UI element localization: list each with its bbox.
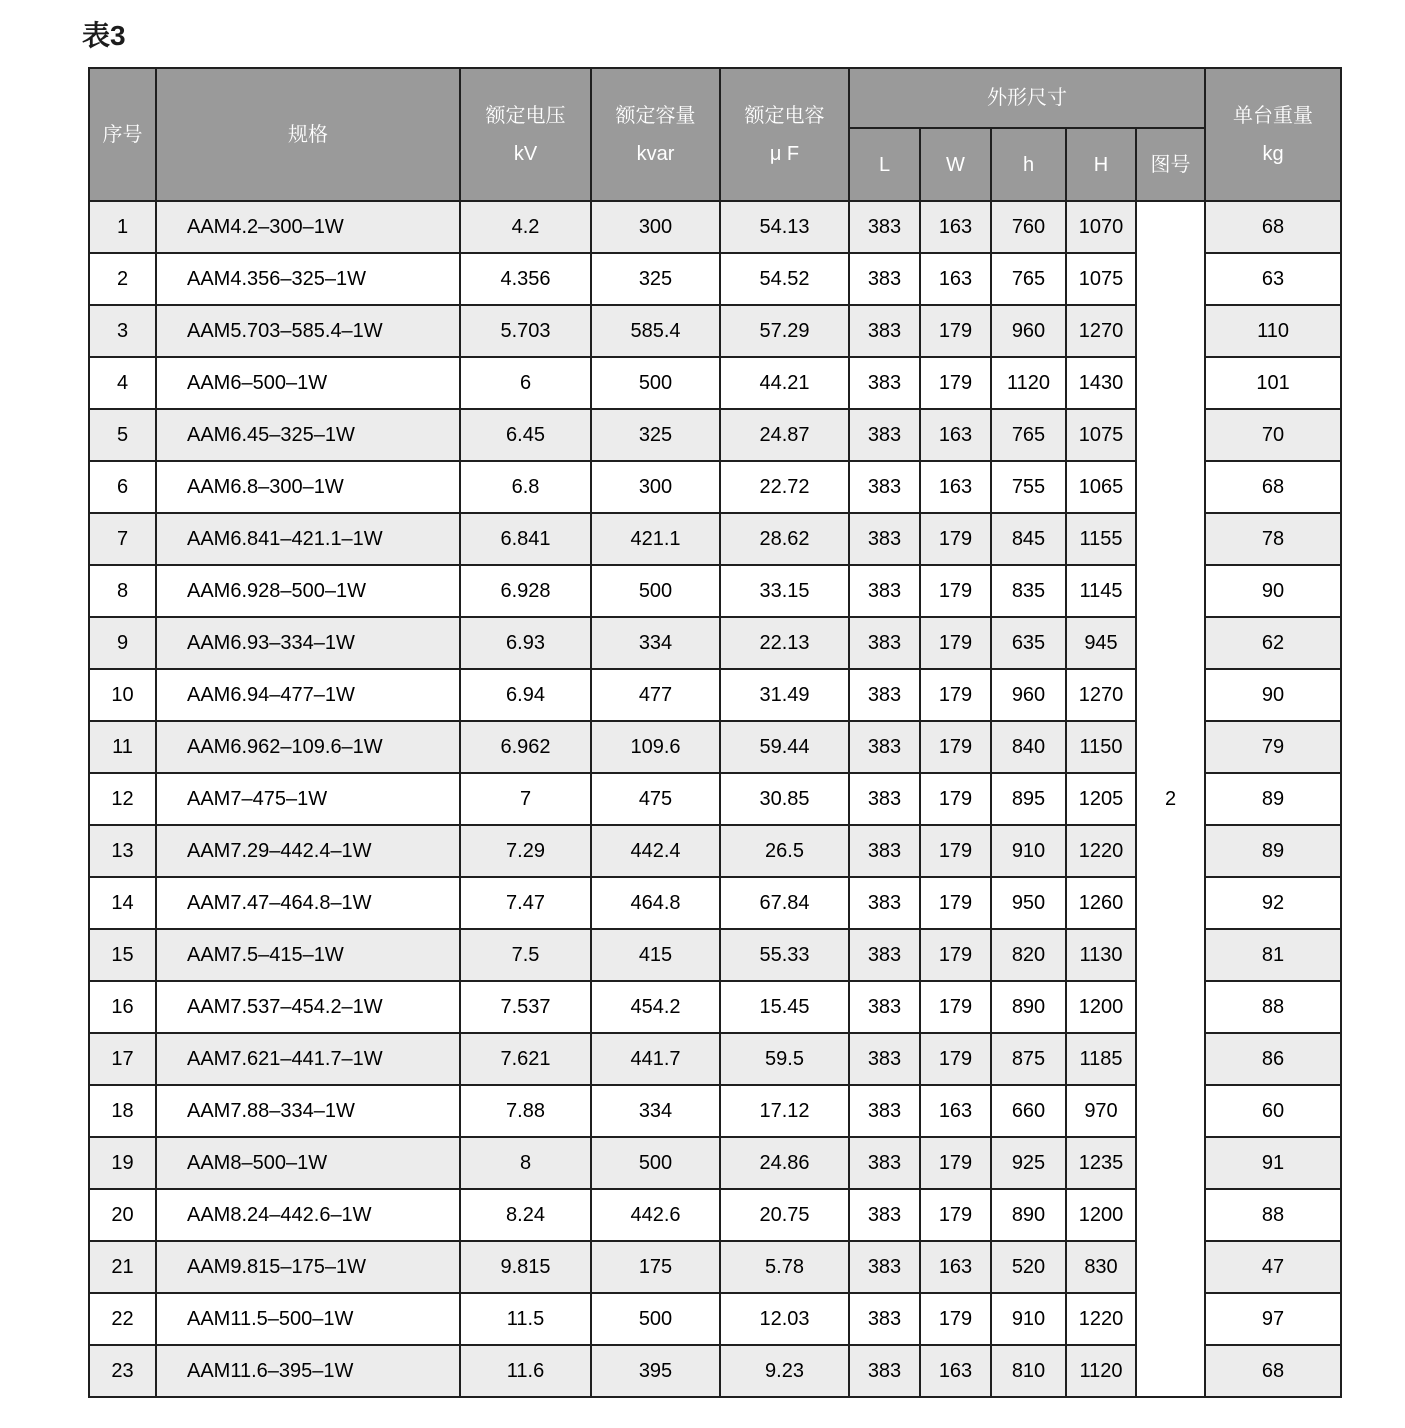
cell-weight: 101 — [1205, 357, 1341, 409]
cell-capacity: 441.7 — [591, 1033, 720, 1085]
cell-capacity: 395 — [591, 1345, 720, 1397]
cell-capacitance: 28.62 — [720, 513, 849, 565]
cell-capacity: 421.1 — [591, 513, 720, 565]
cell-H: 1145 — [1066, 565, 1136, 617]
cell-h: 840 — [991, 721, 1066, 773]
cell-capacitance: 57.29 — [720, 305, 849, 357]
cell-seq: 12 — [89, 773, 156, 825]
cell-capacitance: 9.23 — [720, 1345, 849, 1397]
cell-h: 875 — [991, 1033, 1066, 1085]
cell-spec: AAM6.94–477–1W — [156, 669, 460, 721]
cell-W: 179 — [920, 1189, 991, 1241]
cell-voltage: 8.24 — [460, 1189, 591, 1241]
cell-voltage: 6.962 — [460, 721, 591, 773]
cell-spec: AAM4.2–300–1W — [156, 201, 460, 253]
cell-H: 1260 — [1066, 877, 1136, 929]
cell-L: 383 — [849, 305, 920, 357]
cell-h: 925 — [991, 1137, 1066, 1189]
cell-seq: 17 — [89, 1033, 156, 1085]
cell-weight: 70 — [1205, 409, 1341, 461]
cell-H: 1205 — [1066, 773, 1136, 825]
spec-table — [88, 67, 1342, 1398]
cell-L: 383 — [849, 409, 920, 461]
cell-capacitance: 5.78 — [720, 1241, 849, 1293]
cell-h: 765 — [991, 409, 1066, 461]
cell-weight: 79 — [1205, 721, 1341, 773]
cell-W: 179 — [920, 1137, 991, 1189]
cell-W: 179 — [920, 617, 991, 669]
cell-voltage: 6.841 — [460, 513, 591, 565]
cell-H: 1120 — [1066, 1345, 1136, 1397]
cell-weight: 88 — [1205, 981, 1341, 1033]
cell-h: 910 — [991, 1293, 1066, 1345]
cell-H: 1235 — [1066, 1137, 1136, 1189]
cell-seq: 3 — [89, 305, 156, 357]
cell-weight: 97 — [1205, 1293, 1341, 1345]
cell-capacitance: 17.12 — [720, 1085, 849, 1137]
cell-capacitance: 15.45 — [720, 981, 849, 1033]
cell-h: 660 — [991, 1085, 1066, 1137]
cell-capacitance: 31.49 — [720, 669, 849, 721]
cell-H: 1200 — [1066, 981, 1136, 1033]
cell-H: 1270 — [1066, 305, 1136, 357]
cell-seq: 22 — [89, 1293, 156, 1345]
cell-capacity: 475 — [591, 773, 720, 825]
cell-H: 1200 — [1066, 1189, 1136, 1241]
cell-capacity: 454.2 — [591, 981, 720, 1033]
cell-W: 179 — [920, 773, 991, 825]
col-header-dim-H: H — [1066, 128, 1136, 201]
cell-h: 960 — [991, 669, 1066, 721]
cell-voltage: 7.47 — [460, 877, 591, 929]
col-header-dim-L: L — [849, 128, 920, 201]
cell-voltage: 7.621 — [460, 1033, 591, 1085]
cell-L: 383 — [849, 201, 920, 253]
cell-weight: 47 — [1205, 1241, 1341, 1293]
cell-seq: 20 — [89, 1189, 156, 1241]
cell-capacity: 477 — [591, 669, 720, 721]
cell-W: 179 — [920, 825, 991, 877]
cell-H: 970 — [1066, 1085, 1136, 1137]
cell-weight: 89 — [1205, 825, 1341, 877]
cell-spec: AAM4.356–325–1W — [156, 253, 460, 305]
cell-W: 179 — [920, 721, 991, 773]
cell-H: 1430 — [1066, 357, 1136, 409]
cell-voltage: 8 — [460, 1137, 591, 1189]
cell-weight: 88 — [1205, 1189, 1341, 1241]
cell-voltage: 5.703 — [460, 305, 591, 357]
cell-weight: 90 — [1205, 669, 1341, 721]
cell-capacity: 415 — [591, 929, 720, 981]
cell-capacity: 109.6 — [591, 721, 720, 773]
cell-h: 520 — [991, 1241, 1066, 1293]
cell-seq: 9 — [89, 617, 156, 669]
cell-W: 163 — [920, 201, 991, 253]
cell-capacitance: 22.72 — [720, 461, 849, 513]
cell-capacitance: 33.15 — [720, 565, 849, 617]
cell-seq: 5 — [89, 409, 156, 461]
cell-seq: 19 — [89, 1137, 156, 1189]
cell-L: 383 — [849, 721, 920, 773]
cell-L: 383 — [849, 981, 920, 1033]
cell-capacitance: 12.03 — [720, 1293, 849, 1345]
cell-capacity: 442.4 — [591, 825, 720, 877]
cell-capacity: 500 — [591, 357, 720, 409]
cell-h: 755 — [991, 461, 1066, 513]
cell-spec: AAM6.93–334–1W — [156, 617, 460, 669]
cell-W: 179 — [920, 929, 991, 981]
cell-H: 1065 — [1066, 461, 1136, 513]
cell-spec: AAM7.5–415–1W — [156, 929, 460, 981]
cell-spec: AAM11.6–395–1W — [156, 1345, 460, 1397]
cell-voltage: 6 — [460, 357, 591, 409]
cell-spec: AAM7.537–454.2–1W — [156, 981, 460, 1033]
cell-W: 179 — [920, 565, 991, 617]
cell-L: 383 — [849, 513, 920, 565]
cell-seq: 23 — [89, 1345, 156, 1397]
cell-h: 895 — [991, 773, 1066, 825]
cell-L: 383 — [849, 565, 920, 617]
cell-seq: 1 — [89, 201, 156, 253]
cell-H: 1075 — [1066, 253, 1136, 305]
cell-weight: 92 — [1205, 877, 1341, 929]
cell-H: 1185 — [1066, 1033, 1136, 1085]
cell-capacity: 500 — [591, 565, 720, 617]
cell-seq: 16 — [89, 981, 156, 1033]
cell-seq: 8 — [89, 565, 156, 617]
cell-h: 890 — [991, 981, 1066, 1033]
cell-h: 820 — [991, 929, 1066, 981]
cell-h: 845 — [991, 513, 1066, 565]
cell-h: 760 — [991, 201, 1066, 253]
cell-spec: AAM6.962–109.6–1W — [156, 721, 460, 773]
cell-L: 383 — [849, 669, 920, 721]
cell-h: 765 — [991, 253, 1066, 305]
cell-capacitance: 44.21 — [720, 357, 849, 409]
cell-W: 179 — [920, 877, 991, 929]
cell-H: 1270 — [1066, 669, 1136, 721]
cell-L: 383 — [849, 1241, 920, 1293]
cell-H: 945 — [1066, 617, 1136, 669]
cell-capacity: 585.4 — [591, 305, 720, 357]
cell-L: 383 — [849, 1189, 920, 1241]
cell-capacitance: 59.5 — [720, 1033, 849, 1085]
cell-L: 383 — [849, 877, 920, 929]
table-row — [89, 201, 1341, 253]
cell-capacity: 300 — [591, 201, 720, 253]
cell-L: 383 — [849, 1137, 920, 1189]
cell-h: 890 — [991, 1189, 1066, 1241]
cell-L: 383 — [849, 617, 920, 669]
cell-capacitance: 59.44 — [720, 721, 849, 773]
cell-spec: AAM7–475–1W — [156, 773, 460, 825]
cell-capacity: 325 — [591, 253, 720, 305]
cell-voltage: 6.94 — [460, 669, 591, 721]
cell-capacity: 334 — [591, 1085, 720, 1137]
cell-weight: 78 — [1205, 513, 1341, 565]
cell-capacitance: 54.52 — [720, 253, 849, 305]
cell-weight: 63 — [1205, 253, 1341, 305]
cell-seq: 11 — [89, 721, 156, 773]
cell-L: 383 — [849, 1345, 920, 1397]
cell-seq: 21 — [89, 1241, 156, 1293]
cell-weight: 68 — [1205, 461, 1341, 513]
cell-W: 179 — [920, 305, 991, 357]
cell-H: 1075 — [1066, 409, 1136, 461]
cell-spec: AAM11.5–500–1W — [156, 1293, 460, 1345]
cell-weight: 81 — [1205, 929, 1341, 981]
cell-weight: 62 — [1205, 617, 1341, 669]
cell-h: 950 — [991, 877, 1066, 929]
cell-H: 1070 — [1066, 201, 1136, 253]
cell-seq: 14 — [89, 877, 156, 929]
cell-voltage: 11.5 — [460, 1293, 591, 1345]
cell-capacitance: 22.13 — [720, 617, 849, 669]
cell-spec: AAM7.88–334–1W — [156, 1085, 460, 1137]
cell-seq: 4 — [89, 357, 156, 409]
cell-voltage: 4.2 — [460, 201, 591, 253]
col-header-rated-capacity: 额定容量 kvar — [591, 68, 720, 201]
cell-W: 163 — [920, 409, 991, 461]
cell-spec: AAM6.45–325–1W — [156, 409, 460, 461]
cell-W: 179 — [920, 669, 991, 721]
cell-L: 383 — [849, 1085, 920, 1137]
page-title: 表3 — [82, 20, 126, 51]
cell-weight: 110 — [1205, 305, 1341, 357]
cell-h: 835 — [991, 565, 1066, 617]
cell-capacity: 175 — [591, 1241, 720, 1293]
cell-H: 830 — [1066, 1241, 1136, 1293]
cell-W: 163 — [920, 1085, 991, 1137]
cell-weight: 89 — [1205, 773, 1341, 825]
cell-spec: AAM9.815–175–1W — [156, 1241, 460, 1293]
cell-W: 179 — [920, 513, 991, 565]
cell-H: 1130 — [1066, 929, 1136, 981]
cell-voltage: 6.93 — [460, 617, 591, 669]
cell-H: 1150 — [1066, 721, 1136, 773]
cell-H: 1220 — [1066, 1293, 1136, 1345]
cell-h: 960 — [991, 305, 1066, 357]
cell-spec: AAM6–500–1W — [156, 357, 460, 409]
cell-H: 1155 — [1066, 513, 1136, 565]
cell-weight: 86 — [1205, 1033, 1341, 1085]
cell-seq: 10 — [89, 669, 156, 721]
cell-voltage: 11.6 — [460, 1345, 591, 1397]
cell-spec: AAM8.24–442.6–1W — [156, 1189, 460, 1241]
cell-capacity: 334 — [591, 617, 720, 669]
cell-voltage: 9.815 — [460, 1241, 591, 1293]
cell-spec: AAM8–500–1W — [156, 1137, 460, 1189]
cell-voltage: 7.5 — [460, 929, 591, 981]
cell-W: 179 — [920, 1033, 991, 1085]
cell-seq: 7 — [89, 513, 156, 565]
col-header-rated-capacitance: 额定电容 μ F — [720, 68, 849, 201]
cell-capacity: 325 — [591, 409, 720, 461]
cell-spec: AAM6.8–300–1W — [156, 461, 460, 513]
cell-capacity: 500 — [591, 1293, 720, 1345]
col-header-dim-h: h — [991, 128, 1066, 201]
cell-seq: 2 — [89, 253, 156, 305]
cell-capacitance: 67.84 — [720, 877, 849, 929]
cell-H: 1220 — [1066, 825, 1136, 877]
cell-h: 635 — [991, 617, 1066, 669]
cell-capacitance: 54.13 — [720, 201, 849, 253]
cell-weight: 60 — [1205, 1085, 1341, 1137]
cell-seq: 18 — [89, 1085, 156, 1137]
cell-spec: AAM7.47–464.8–1W — [156, 877, 460, 929]
cell-W: 179 — [920, 357, 991, 409]
col-header-dim-W: W — [920, 128, 991, 201]
col-header-seq: 序号 — [89, 68, 156, 201]
table-body — [89, 201, 1341, 1397]
cell-capacity: 442.6 — [591, 1189, 720, 1241]
col-header-figure-no: 图号 — [1136, 128, 1205, 201]
cell-voltage: 6.8 — [460, 461, 591, 513]
table-header — [89, 68, 1341, 201]
cell-voltage: 7.88 — [460, 1085, 591, 1137]
cell-capacitance: 55.33 — [720, 929, 849, 981]
cell-L: 383 — [849, 1033, 920, 1085]
cell-capacitance: 30.85 — [720, 773, 849, 825]
cell-spec: AAM6.928–500–1W — [156, 565, 460, 617]
cell-capacitance: 20.75 — [720, 1189, 849, 1241]
cell-weight: 68 — [1205, 1345, 1341, 1397]
cell-spec: AAM7.621–441.7–1W — [156, 1033, 460, 1085]
cell-weight: 68 — [1205, 201, 1341, 253]
cell-capacitance: 24.87 — [720, 409, 849, 461]
cell-weight: 91 — [1205, 1137, 1341, 1189]
cell-W: 179 — [920, 981, 991, 1033]
cell-L: 383 — [849, 461, 920, 513]
cell-W: 179 — [920, 1293, 991, 1345]
cell-voltage: 4.356 — [460, 253, 591, 305]
cell-figure-number: 2 — [1136, 201, 1205, 1397]
cell-capacity: 300 — [591, 461, 720, 513]
cell-seq: 13 — [89, 825, 156, 877]
cell-L: 383 — [849, 1293, 920, 1345]
cell-seq: 6 — [89, 461, 156, 513]
cell-spec: AAM5.703–585.4–1W — [156, 305, 460, 357]
cell-capacitance: 26.5 — [720, 825, 849, 877]
cell-W: 163 — [920, 461, 991, 513]
col-header-dimensions: 外形尺寸 — [849, 68, 1205, 128]
cell-voltage: 6.928 — [460, 565, 591, 617]
cell-h: 1120 — [991, 357, 1066, 409]
cell-h: 810 — [991, 1345, 1066, 1397]
cell-L: 383 — [849, 929, 920, 981]
cell-W: 163 — [920, 253, 991, 305]
cell-L: 383 — [849, 773, 920, 825]
col-header-rated-voltage: 额定电压 kV — [460, 68, 591, 201]
cell-L: 383 — [849, 253, 920, 305]
cell-capacity: 500 — [591, 1137, 720, 1189]
cell-voltage: 7.537 — [460, 981, 591, 1033]
cell-L: 383 — [849, 357, 920, 409]
cell-seq: 15 — [89, 929, 156, 981]
cell-L: 383 — [849, 825, 920, 877]
cell-voltage: 7 — [460, 773, 591, 825]
cell-h: 910 — [991, 825, 1066, 877]
cell-capacity: 464.8 — [591, 877, 720, 929]
cell-voltage: 7.29 — [460, 825, 591, 877]
col-header-unit-weight: 单台重量 kg — [1205, 68, 1341, 201]
cell-voltage: 6.45 — [460, 409, 591, 461]
cell-W: 163 — [920, 1241, 991, 1293]
cell-W: 163 — [920, 1345, 991, 1397]
cell-weight: 90 — [1205, 565, 1341, 617]
col-header-spec: 规格 — [156, 68, 460, 201]
cell-spec: AAM6.841–421.1–1W — [156, 513, 460, 565]
cell-capacitance: 24.86 — [720, 1137, 849, 1189]
cell-spec: AAM7.29–442.4–1W — [156, 825, 460, 877]
